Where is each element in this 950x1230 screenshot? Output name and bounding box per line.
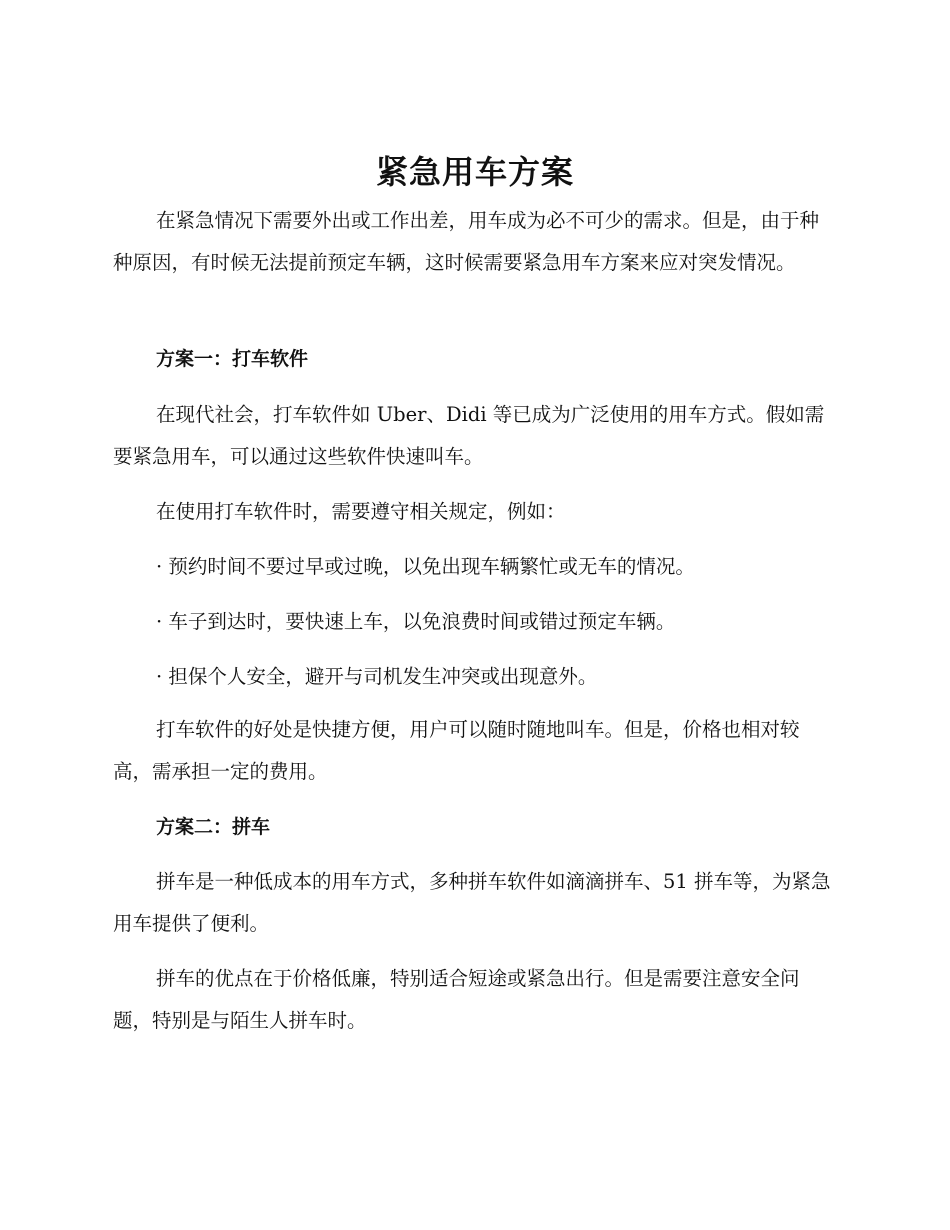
section1-heading: 方案一：打车软件 [156,348,309,370]
section1-bullet-1: · 预约时间不要过早或过晚，以免出现车辆繁忙或无车的情况。 [156,555,695,578]
section1-paragraph-1: 在现代社会，打车软件如 Uber、Didi 等已成为广泛使用的用车方式。假如需要紧急用车，可以通过这些软件快速叫车。 [113,403,825,468]
page-title: 紧急用车方案 [375,153,574,191]
intro-paragraph: 在紧急情况下需要外出或工作出差，用车成为必不可少的需求。但是，由于种种原因，有时候无法提前预定车辆，这时候需要紧急用车方案来应对突发情况。 [113,209,820,274]
section2-paragraph-1: 拼车是一种低成本的用车方式，多种拼车软件如滴滴拼车、51 拼车等，为紧急用车提供了便利。 [113,870,831,935]
section1-bullet-3: · 担保个人安全，避开与司机发生冲突或出现意外。 [156,665,598,688]
section1-paragraph-2: 在使用打车软件时，需要遵守相关规定，例如： [156,500,566,523]
section2-paragraph-2: 拼车的优点在于价格低廉，特别适合短途或紧急出行。但是需要注意安全问题，特别是与陌生人拼车时。 [113,967,800,1032]
section1-paragraph-3: 打车软件的好处是快捷方便，用户可以随时随地叫车。但是，价格也相对较高，需承担一定的费用。 [113,718,800,783]
section1-bullet-2: · 车子到达时，要快速上车，以免浪费时间或错过预定车辆。 [156,610,676,633]
section2-heading: 方案二：拼车 [156,816,271,838]
